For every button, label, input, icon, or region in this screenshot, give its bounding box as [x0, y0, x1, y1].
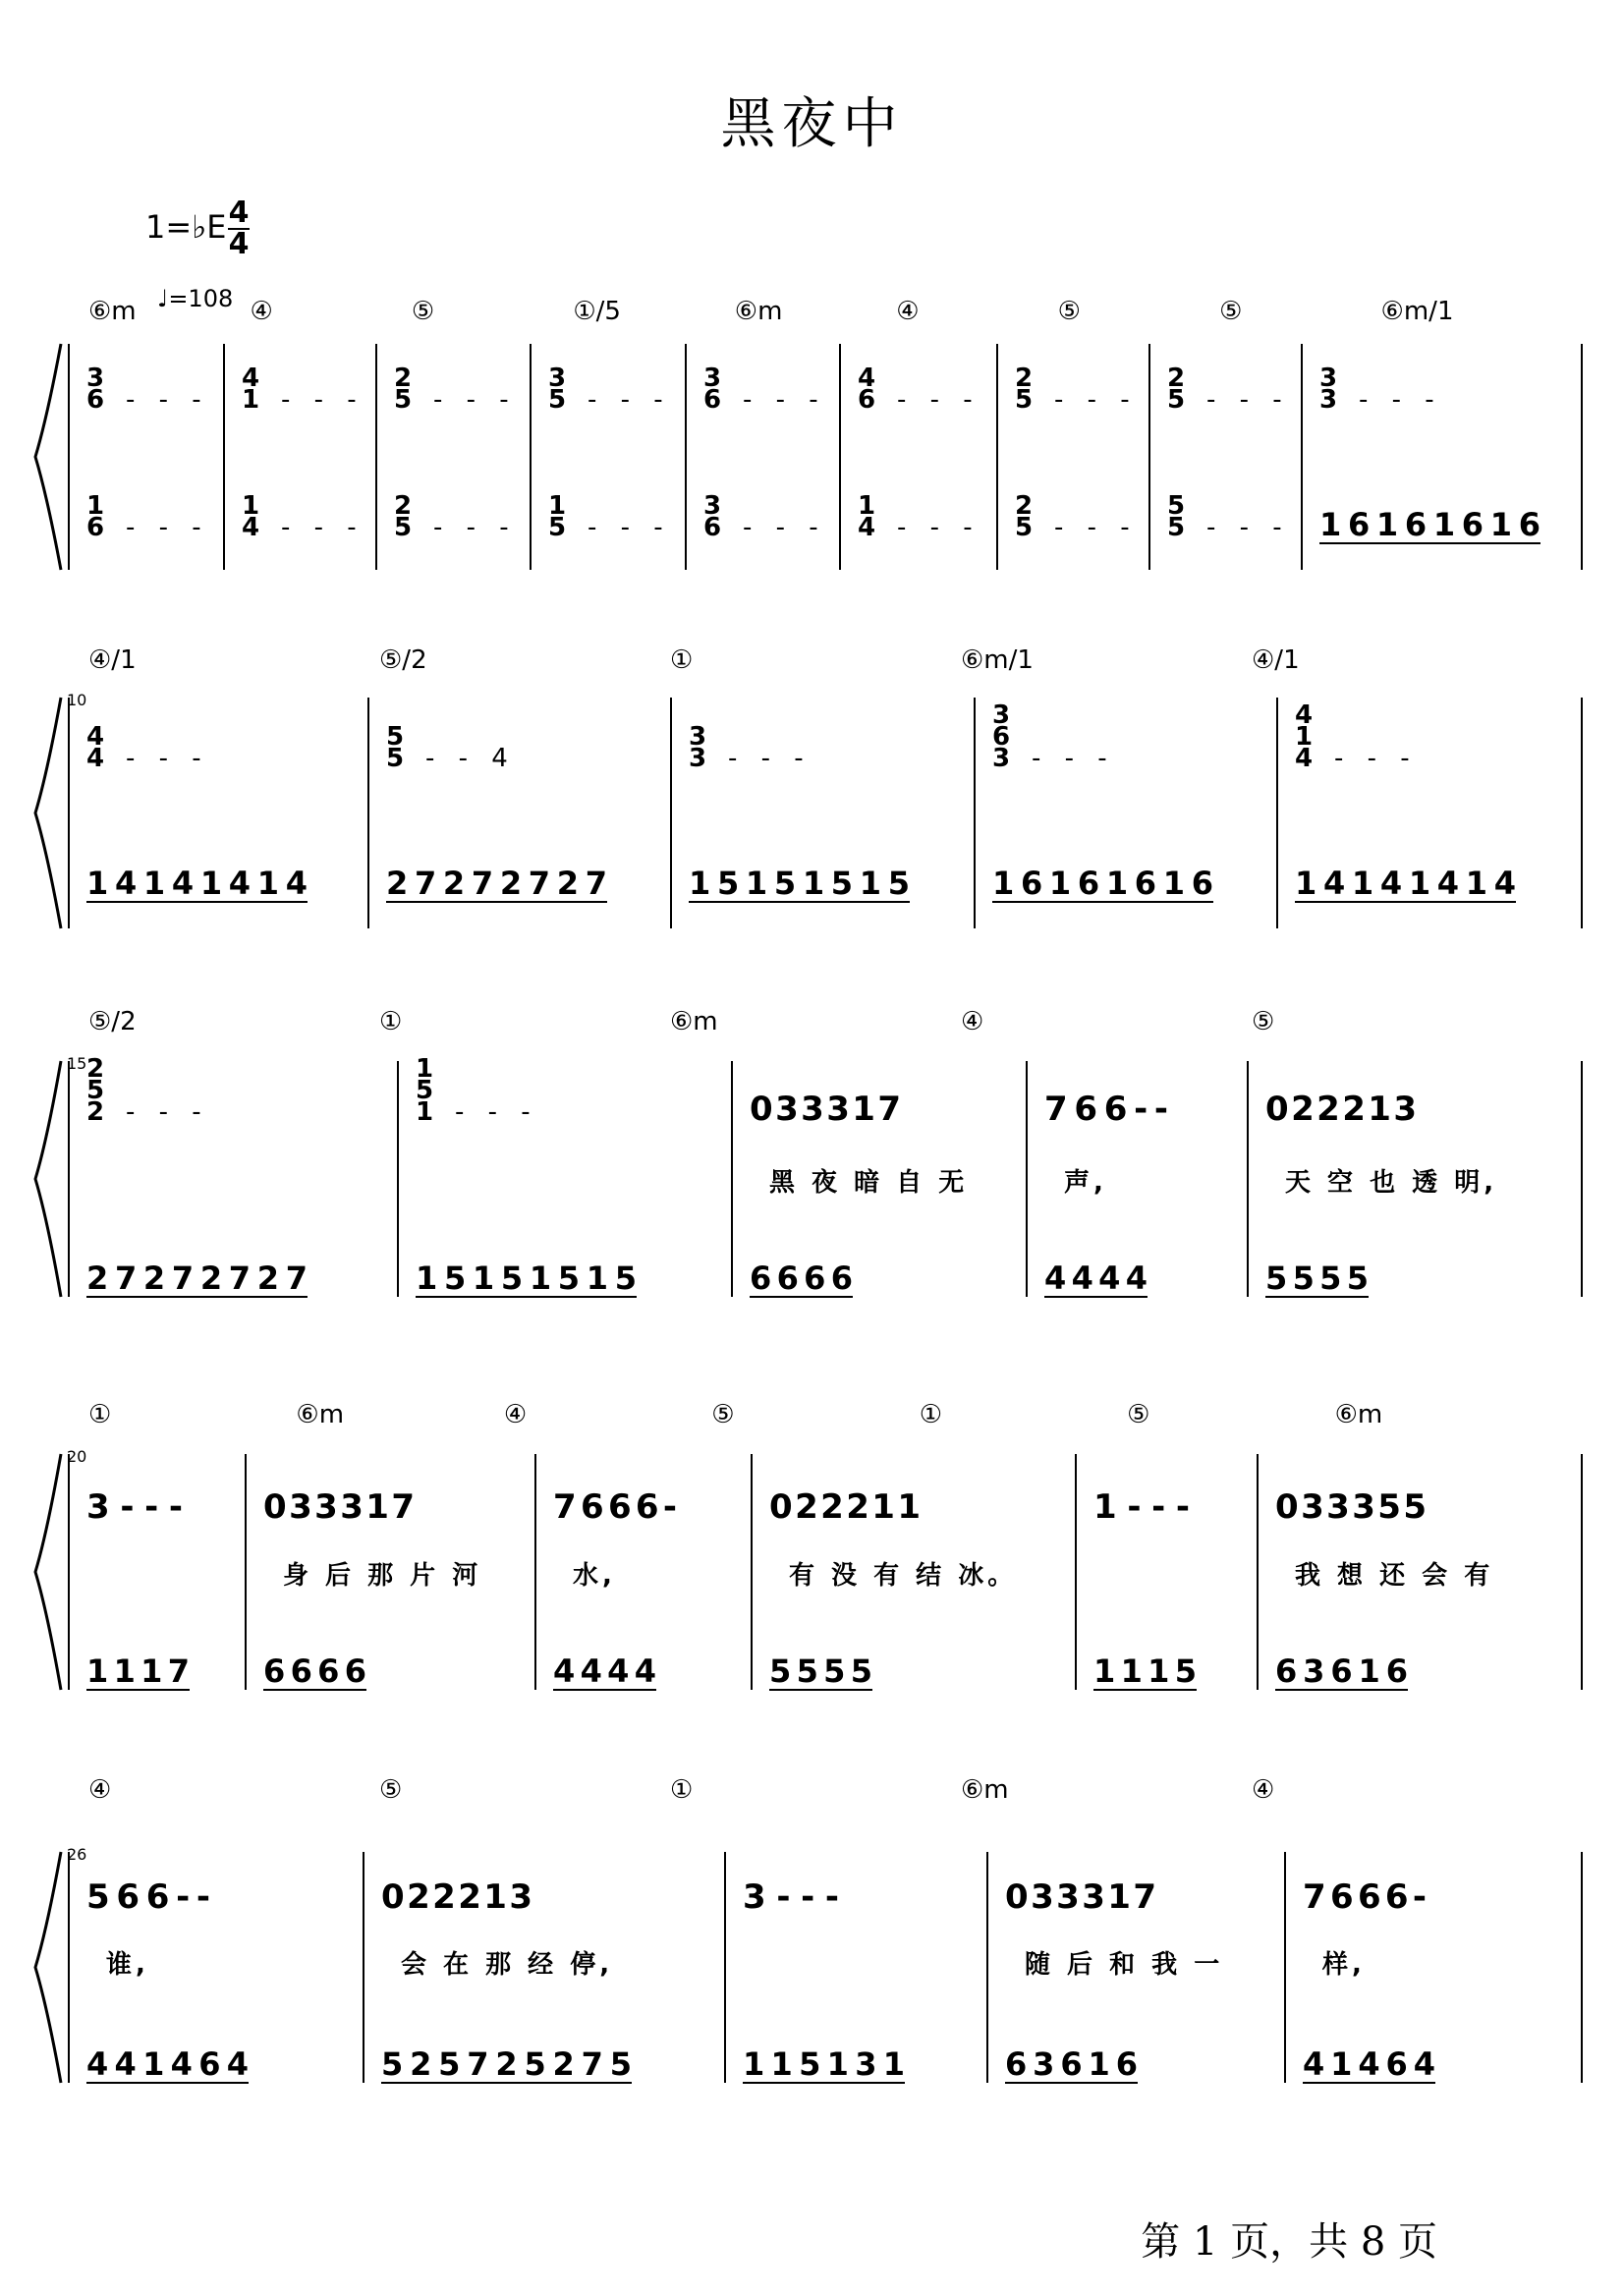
- rh-chord-note: 6: [703, 385, 722, 415]
- rh-melody: 5 6 6 - -: [86, 1877, 210, 1917]
- lh-accompaniment: 6 6 6 6: [750, 1259, 853, 1297]
- rh-chord-note: 2: [86, 1054, 105, 1084]
- chord-symbol: ⑥m: [961, 1775, 1009, 1805]
- rh-chord-note: 3: [86, 364, 105, 393]
- lh-accompaniment: 6 3 6 1 6: [1005, 2045, 1138, 2083]
- chord-symbol: ⑤: [711, 1400, 735, 1429]
- rh-rest: - - -: [1206, 385, 1290, 415]
- lyric-text: 天 空 也 透 明,: [1285, 1168, 1498, 1198]
- lyric-text: 黑 夜 暗 自 无: [769, 1168, 969, 1198]
- lh-chord-note: 5: [548, 513, 567, 542]
- system-brace: [35, 698, 61, 928]
- lh-chord-note: 6: [703, 513, 722, 542]
- lh-chord-note: 3: [703, 491, 722, 521]
- chord-symbol: ④: [896, 297, 920, 326]
- rh-chord-note: 5: [386, 744, 405, 773]
- rh-rest: - - -: [743, 385, 826, 415]
- rh-chord-note: 4: [858, 364, 876, 393]
- chord-symbol: ①: [670, 645, 694, 675]
- lh-accompaniment: 1 6 1 6 1 6 1 6: [1319, 506, 1540, 543]
- lh-chord-note: 5: [1015, 513, 1034, 542]
- lh-accompaniment: 4 4 4 4: [1044, 1259, 1148, 1297]
- rh-melody: 1 - - -: [1093, 1487, 1190, 1527]
- lh-rest: - - -: [743, 513, 826, 542]
- rh-rest: - - -: [281, 385, 364, 415]
- rh-rest: - - -: [433, 385, 517, 415]
- rh-rest: - - -: [1359, 385, 1442, 415]
- rh-rest: - - -: [126, 744, 209, 773]
- lyric-text: 水,: [573, 1561, 616, 1591]
- page-title: 黑夜中: [720, 92, 904, 156]
- lh-rest: - - -: [897, 513, 980, 542]
- rh-chord-note: 1: [1295, 722, 1314, 752]
- lyric-text: 谁,: [106, 1950, 149, 1980]
- lyric-text: 随 后 和 我 一: [1025, 1950, 1224, 1980]
- chord-symbol: ⑤/2: [88, 1007, 137, 1036]
- chord-symbol: ①: [379, 1007, 403, 1036]
- tempo-marking: ♩=108: [157, 285, 234, 312]
- rh-chord-note: 1: [416, 1054, 434, 1084]
- rh-chord-note: 3: [703, 364, 722, 393]
- lh-chord-note: 5: [1167, 513, 1186, 542]
- rh-chord-note: 5: [1167, 385, 1186, 415]
- lh-rest: - - -: [433, 513, 517, 542]
- rh-rest: - - -: [1032, 744, 1115, 773]
- system-brace: [35, 1454, 61, 1690]
- key-signature: 1=♭E: [145, 208, 227, 246]
- lh-chord-note: 5: [394, 513, 413, 542]
- rh-chord-note: 3: [689, 722, 707, 752]
- chord-symbol: ④: [88, 1775, 112, 1805]
- lh-accompaniment: 4 4 4 4: [553, 1652, 656, 1690]
- lh-accompaniment: 1 1 5 1 3 1: [743, 2045, 905, 2083]
- chord-symbol: ⑥m: [296, 1400, 345, 1429]
- rh-chord-note: 3: [1319, 364, 1338, 393]
- chord-symbol: ⑥m: [1334, 1400, 1383, 1429]
- lyric-text: 声,: [1064, 1168, 1107, 1198]
- chord-symbol: ④/1: [1252, 645, 1300, 675]
- lh-accompaniment: 1 5 1 5 1 5 1 5: [689, 865, 910, 902]
- rh-chord-note: 3: [689, 744, 707, 773]
- rh-melody: 0 2 2 2 1 1: [769, 1487, 921, 1527]
- time-signature-bottom: 4: [228, 227, 250, 261]
- rh-rest: - - -: [1334, 744, 1418, 773]
- lh-chord-note: 1: [86, 491, 105, 521]
- rh-melody: 0 2 2 2 1 3: [1265, 1090, 1417, 1129]
- lh-chord-note: 1: [548, 491, 567, 521]
- rh-chord-note: 6: [86, 385, 105, 415]
- chord-symbol: ④: [1252, 1775, 1275, 1805]
- lh-accompaniment: 4 4 1 4 6 4: [86, 2045, 249, 2083]
- rh-rest: - - -: [588, 385, 671, 415]
- lh-rest: - - -: [1054, 513, 1138, 542]
- lh-accompaniment: 1 1 1 5: [1093, 1652, 1197, 1690]
- chord-symbol: ⑥m/1: [961, 645, 1034, 675]
- chord-symbol: ①: [919, 1400, 943, 1429]
- lh-chord-note: 4: [858, 513, 876, 542]
- lh-accompaniment: 5 5 5 5: [1265, 1259, 1369, 1297]
- rh-melody: 7 6 6 - -: [1044, 1090, 1168, 1129]
- lh-accompaniment: 4 1 4 6 4: [1303, 2045, 1435, 2083]
- rh-chord-note: 4: [242, 364, 260, 393]
- rh-rest: - - -: [455, 1097, 538, 1127]
- chord-symbol: ④: [250, 297, 273, 326]
- system-brace: [35, 1852, 61, 2083]
- lh-accompaniment: 6 3 6 1 6: [1275, 1652, 1408, 1690]
- rh-melody: 7 6 6 6 -: [1303, 1877, 1427, 1917]
- lh-accompaniment: 5 2 5 7 2 5 2 7 5: [381, 2045, 632, 2083]
- lh-accompaniment: 1 5 1 5 1 5 1 5: [416, 1259, 637, 1297]
- lh-chord-note: 4: [242, 513, 260, 542]
- lh-rest: - - -: [1206, 513, 1290, 542]
- chord-symbol: ⑤: [1252, 1007, 1275, 1036]
- chord-symbol: ⑥m/1: [1380, 297, 1454, 326]
- chord-symbol: ①/5: [573, 297, 621, 326]
- lh-rest: - - -: [126, 513, 209, 542]
- lh-chord-note: 6: [86, 513, 105, 542]
- page-footer: 第 1 页，共 8 页: [1141, 2219, 1437, 2265]
- rh-chord-note: 2: [394, 364, 413, 393]
- lh-accompaniment: 2 7 2 7 2 7 2 7: [86, 1259, 308, 1297]
- lh-chord-note: 2: [394, 491, 413, 521]
- lh-chord-note: 1: [242, 491, 260, 521]
- lyric-text: 样,: [1322, 1950, 1366, 1980]
- rh-chord-note: 1: [416, 1097, 434, 1127]
- measure-number: 26: [67, 1845, 87, 1864]
- rh-rest: - - -: [728, 744, 812, 773]
- chord-symbol: ⑥m: [88, 297, 137, 326]
- rh-chord-note: 5: [548, 385, 567, 415]
- chord-symbol: ⑤/2: [379, 645, 427, 675]
- chord-symbol: ⑥m: [734, 297, 783, 326]
- lh-chord-note: 5: [1167, 491, 1186, 521]
- chord-symbol: ④/1: [88, 645, 137, 675]
- lh-accompaniment: 5 5 5 5: [769, 1652, 872, 1690]
- rh-melody: 3 - - -: [743, 1877, 839, 1917]
- rh-melody: 0 2 2 2 1 3: [381, 1877, 532, 1917]
- chord-symbol: ④: [961, 1007, 984, 1036]
- rh-rest: - - -: [126, 1097, 209, 1127]
- lyric-text: 有 没 有 结 冰。: [789, 1561, 1018, 1591]
- chord-symbol: ⑤: [1057, 297, 1081, 326]
- rh-chord-note: 6: [858, 385, 876, 415]
- chord-symbol: ⑤: [1219, 297, 1243, 326]
- measure-number: 15: [67, 1054, 87, 1073]
- system-brace: [35, 1061, 61, 1297]
- chord-symbol: ④: [503, 1400, 528, 1429]
- lh-accompaniment: 1 4 1 4 1 4 1 4: [86, 865, 308, 902]
- rh-chord-note: 4: [1295, 700, 1314, 730]
- rh-chord-note: 1: [242, 385, 260, 415]
- lh-accompaniment: 6 6 6 6: [263, 1652, 366, 1690]
- rh-rest: - - -: [126, 385, 209, 415]
- rh-melody: 0 3 3 3 1 7: [1005, 1877, 1156, 1917]
- lh-rest: - - -: [588, 513, 671, 542]
- lh-accompaniment: 1 4 1 4 1 4 1 4: [1295, 865, 1516, 902]
- rh-melody: 0 3 3 3 1 7: [750, 1090, 901, 1129]
- lyric-text: 身 后 那 片 河: [283, 1561, 482, 1591]
- rh-chord-note: 6: [992, 722, 1011, 752]
- lh-chord-note: 1: [858, 491, 876, 521]
- chord-symbol: ①: [88, 1400, 112, 1429]
- rh-rest: - - 4: [425, 744, 516, 773]
- rh-chord-note: 3: [1319, 385, 1338, 415]
- rh-chord-note: 4: [1295, 744, 1314, 773]
- rh-chord-note: 2: [1015, 364, 1034, 393]
- rh-chord-note: 4: [86, 744, 105, 773]
- lh-rest: - - -: [281, 513, 364, 542]
- rh-chord-note: 2: [1167, 364, 1186, 393]
- rh-chord-note: 5: [416, 1076, 434, 1105]
- rh-melody: 3 - - -: [86, 1487, 183, 1527]
- system-brace: [35, 344, 61, 570]
- rh-chord-note: 5: [1015, 385, 1034, 415]
- lh-chord-note: 2: [1015, 491, 1034, 521]
- rh-rest: - - -: [897, 385, 980, 415]
- lh-accompaniment: 2 7 2 7 2 7 2 7: [386, 865, 607, 902]
- rh-rest: - - -: [1054, 385, 1138, 415]
- lyric-text: 我 想 还 会 有: [1295, 1561, 1494, 1591]
- measure-number: 20: [67, 1447, 87, 1466]
- rh-chord-note: 3: [992, 700, 1011, 730]
- lyric-text: 会 在 那 经 停,: [401, 1950, 614, 1980]
- rh-chord-note: 3: [992, 744, 1011, 773]
- rh-melody: 0 3 3 3 5 5: [1275, 1487, 1427, 1527]
- rh-melody: 7 6 6 6 -: [553, 1487, 677, 1527]
- rh-chord-note: 5: [386, 722, 405, 752]
- time-signature-top: 4: [228, 196, 250, 230]
- rh-chord-note: 2: [86, 1097, 105, 1127]
- chord-symbol: ⑤: [379, 1775, 403, 1805]
- chord-symbol: ⑤: [411, 297, 435, 326]
- chord-symbol: ⑤: [1127, 1400, 1150, 1429]
- rh-chord-note: 5: [86, 1076, 105, 1105]
- lh-accompaniment: 1 6 1 6 1 6 1 6: [992, 865, 1213, 902]
- chord-symbol: ①: [670, 1775, 694, 1805]
- rh-chord-note: 3: [548, 364, 567, 393]
- chord-symbol: ⑥m: [670, 1007, 718, 1036]
- rh-chord-note: 5: [394, 385, 413, 415]
- rh-chord-note: 4: [86, 722, 105, 752]
- lh-accompaniment: 1 1 1 7: [86, 1652, 190, 1690]
- measure-number: 10: [67, 691, 87, 709]
- rh-melody: 0 3 3 3 1 7: [263, 1487, 415, 1527]
